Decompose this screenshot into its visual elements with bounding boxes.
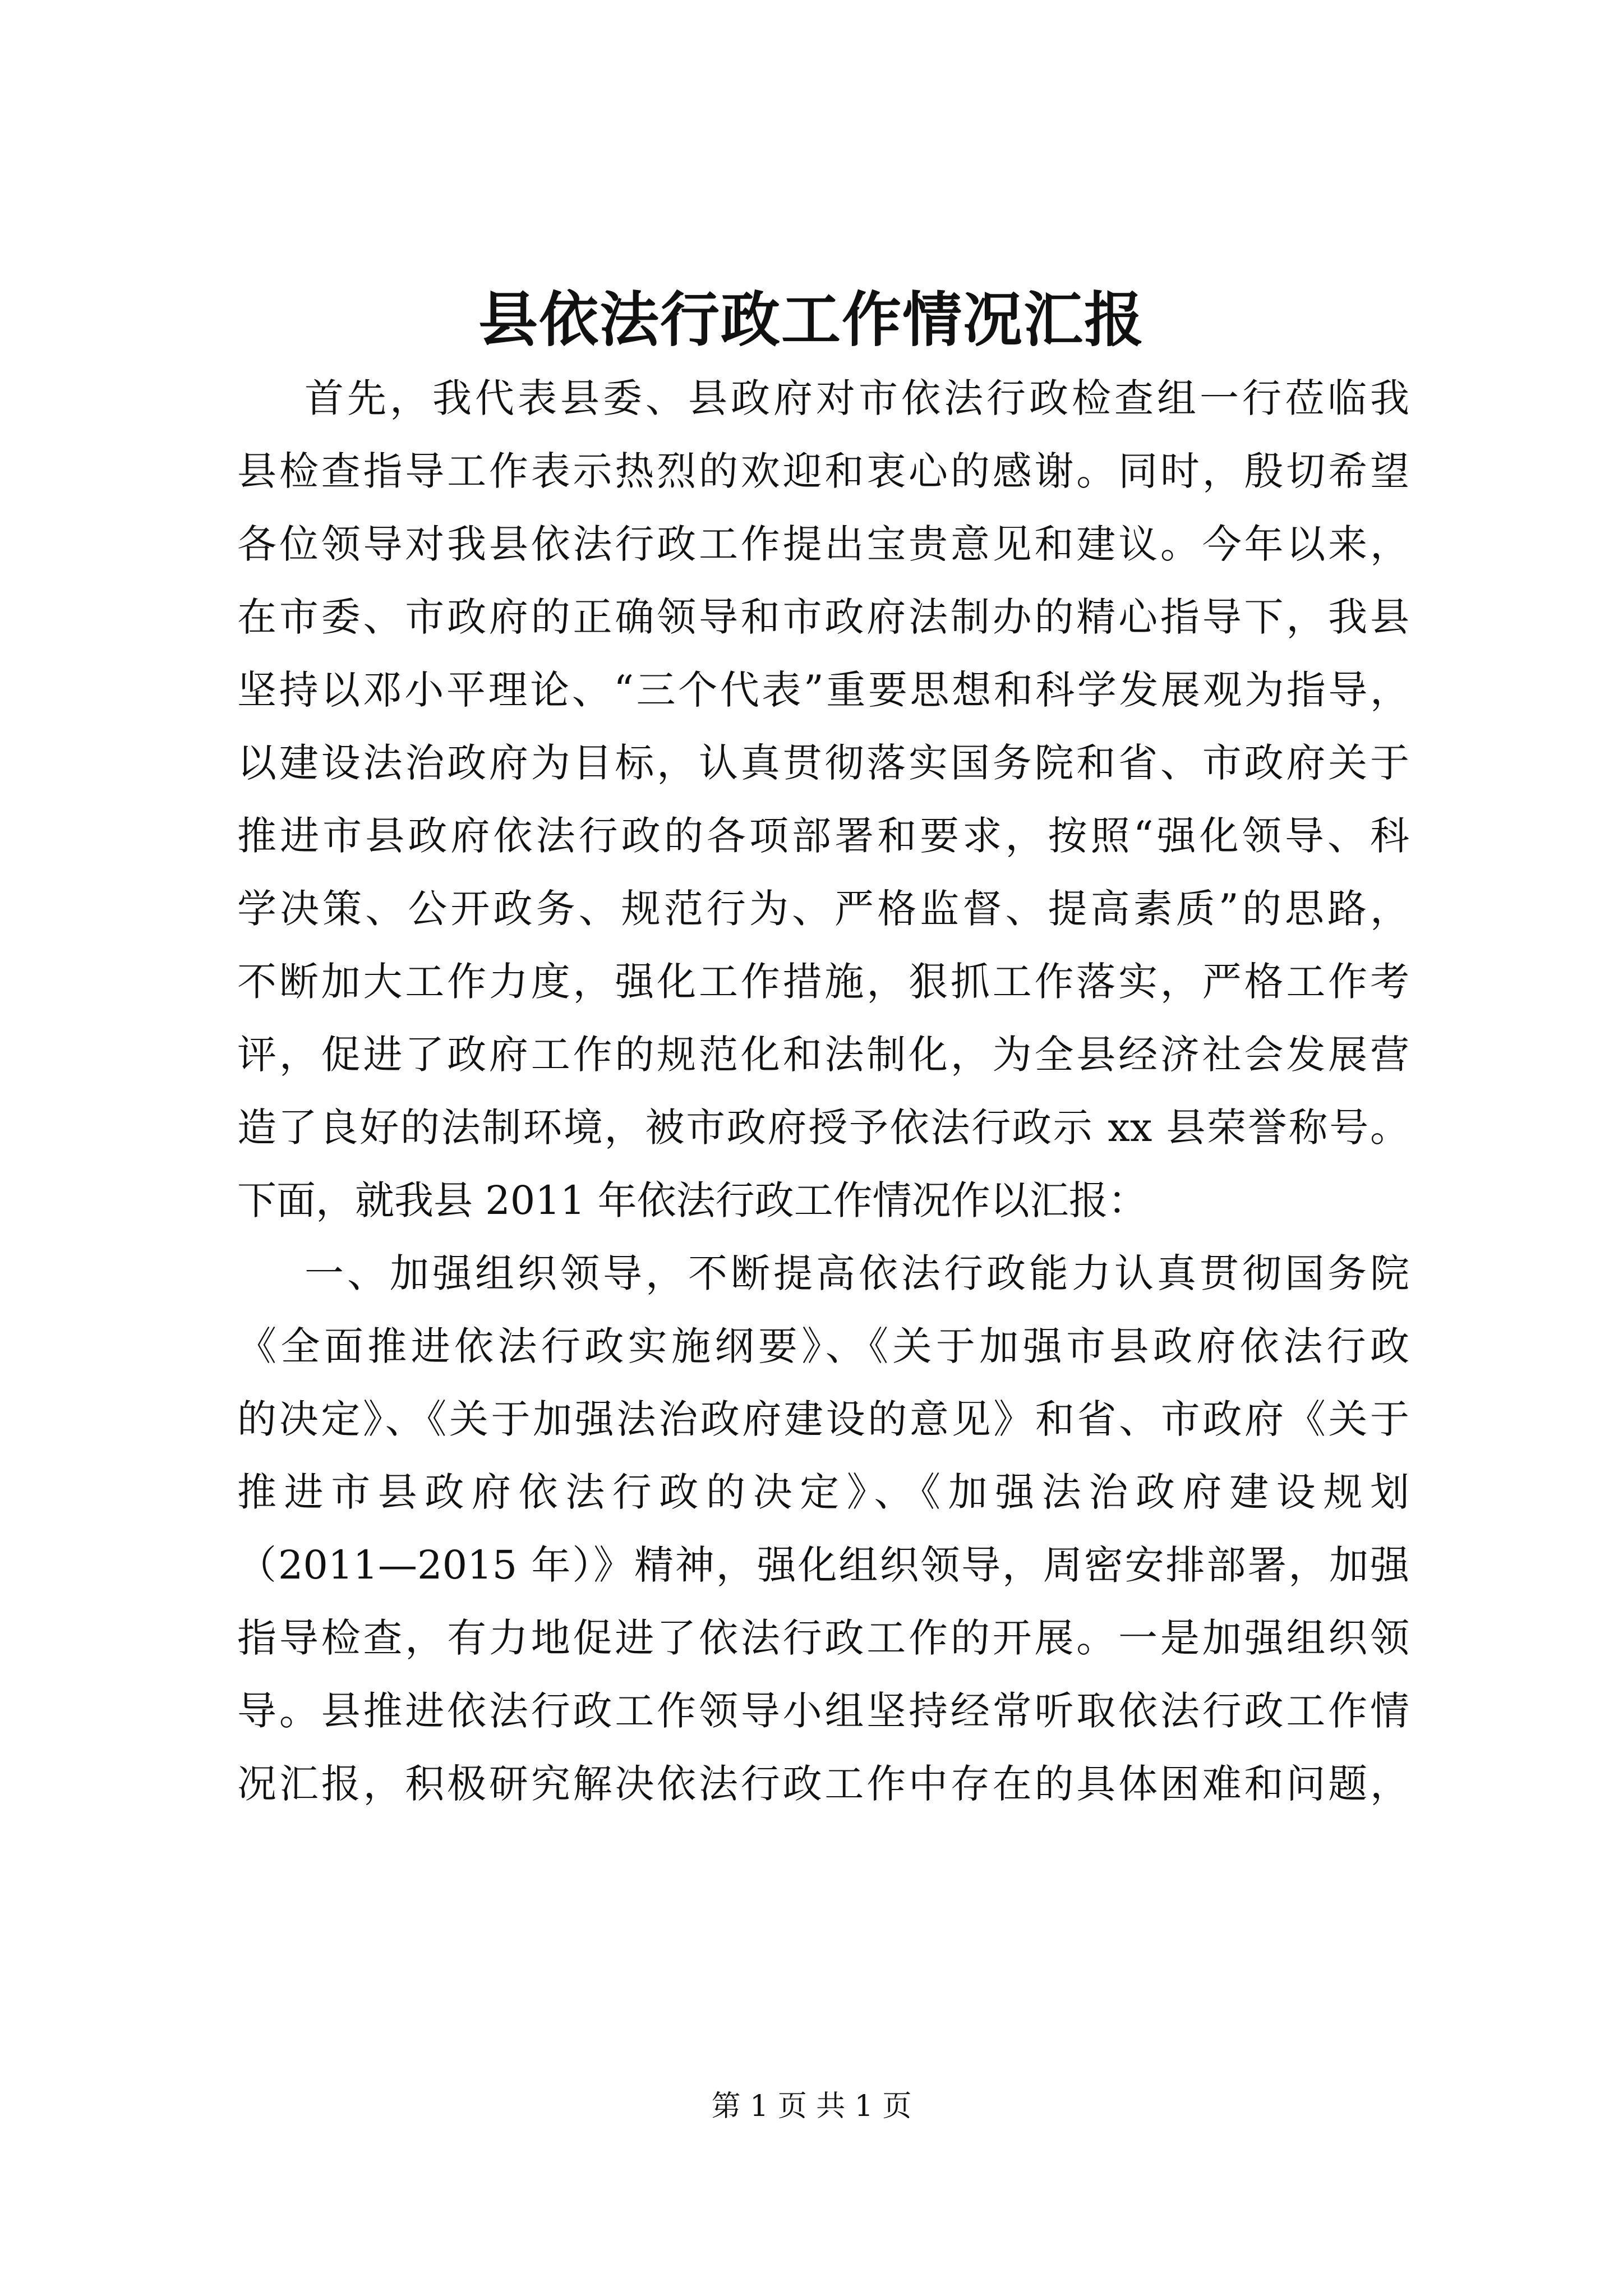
paragraph-line: 首先，我代表县委、县政府对市依法行政检查组一行莅临我	[305, 375, 1409, 421]
paragraph-line: 导。县推进依法行政工作领导小组坚持经常听取依法行政工作情	[237, 1688, 1409, 1734]
paragraph-line: 造了良好的法制环境，被市政府授予依法行政示 xx 县荣誉称号。	[237, 1105, 1409, 1151]
paragraph-line: 在市委、市政府的正确领导和市政府法制办的精心指导下，我县	[237, 594, 1409, 640]
page-footer: 第 1 页 共 1 页	[711, 2090, 912, 2123]
paragraph-line: 下面，就我县 2011 年依法行政工作情况作以汇报：	[237, 1177, 1147, 1223]
paragraph-line: 各位领导对我县依法行政工作提出宝贵意见和建议。今年以来，	[237, 521, 1409, 567]
paragraph-line: 不断加大工作力度，强化工作措施，狠抓工作落实，严格工作考	[237, 959, 1409, 1005]
paragraph-line: 的决定》、《关于加强法治政府建设的意见》和省、市政府《关于	[237, 1396, 1409, 1442]
paragraph-line: 以建设法治政府为目标，认真贯彻落实国务院和省、市政府关于	[237, 740, 1409, 786]
paragraph-line: 坚持以邓小平理论、“三个代表”重要思想和科学发展观为指导，	[237, 667, 1409, 713]
paragraph-line: 指导检查，有力地促进了依法行政工作的开展。一是加强组织领	[237, 1615, 1409, 1661]
paragraph-line: 一、加强组织领导，不断提高依法行政能力认真贯彻国务院	[305, 1250, 1409, 1296]
paragraph-line: 况汇报，积极研究解决依法行政工作中存在的具体困难和问题，	[237, 1761, 1409, 1807]
paragraph-line: 推进市县政府依法行政的各项部署和要求，按照“强化领导、科	[237, 813, 1409, 859]
paragraph-line: （2011—2015 年）》精神，强化组织领导，周密安排部署，加强	[237, 1542, 1409, 1588]
paragraph-line: 《全面推进依法行政实施纲要》、《关于加强市县政府依法行政	[237, 1323, 1409, 1369]
document-title: 县依法行政工作情况汇报	[478, 284, 1145, 355]
paragraph-line: 县检查指导工作表示热烈的欢迎和衷心的感谢。同时，殷切希望	[237, 448, 1409, 494]
paragraph-line: 推进市县政府依法行政的决定》、《加强法治政府建设规划	[237, 1469, 1409, 1515]
paragraph-line: 评，促进了政府工作的规范化和法制化，为全县经济社会发展营	[237, 1032, 1409, 1078]
paragraph-line: 学决策、公开政务、规范行为、严格监督、提高素质”的思路，	[237, 886, 1409, 932]
